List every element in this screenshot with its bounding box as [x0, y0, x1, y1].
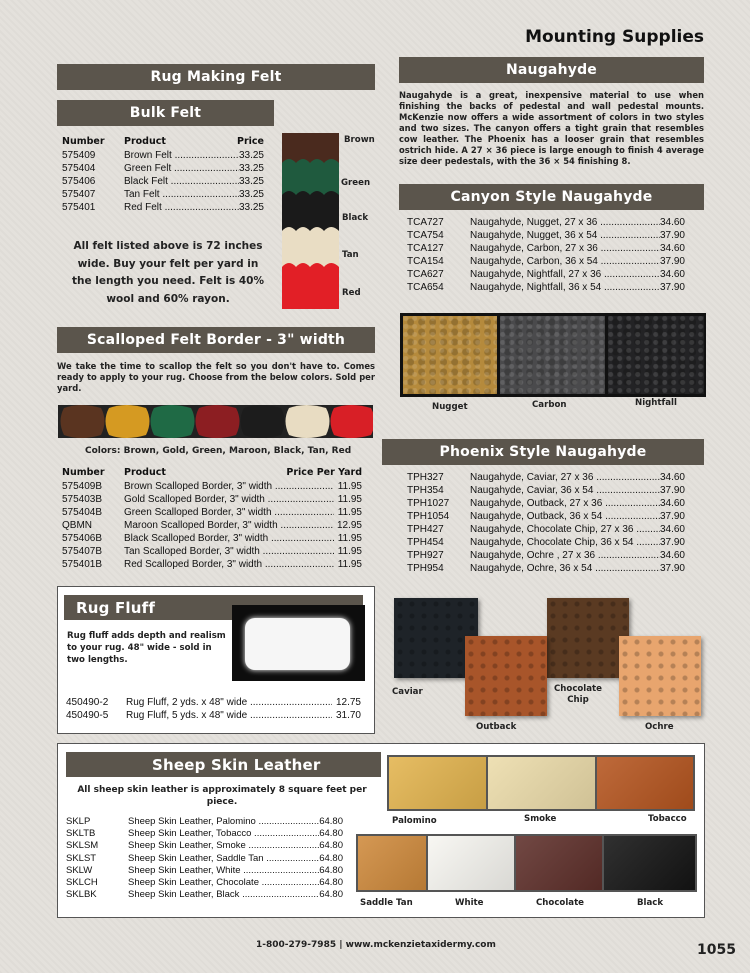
phoenix-table: [407, 471, 685, 575]
footer-phone: 1-800-279-7985: [256, 940, 337, 950]
swatch-palomino: [389, 757, 486, 809]
label-black: Black: [637, 898, 664, 908]
table-row: SKLW Sheep Skin Leather, White ..... 64.80: [66, 865, 343, 877]
table-row: TCA754 Naugahyde, Nugget, 36 x 54 ..... 37.90: [407, 229, 685, 242]
label-smoke: Smoke: [524, 814, 557, 824]
table-row: TPH1027 Naugahyde, Outback, 27 x 36 ..... 34.60: [407, 497, 685, 510]
swatch-tobacco: [597, 757, 693, 809]
swatch-chocolate: [516, 836, 602, 890]
bulk-felt-header: Bulk Felt: [57, 100, 274, 126]
scallop-segment: [241, 405, 285, 438]
swatch-smoke: [488, 757, 595, 809]
label-tobacco: Tobacco: [648, 814, 687, 824]
table-row: TPH354 Naugahyde, Caviar, 36 x 54 ..... 37.90: [407, 484, 685, 497]
felt-note: All felt listed above is 72 inches wide. Buy your felt per yard in the length you need. Felt is 40% wool and 60% rayon.: [72, 240, 264, 305]
table-row: QBMN Maroon Scalloped Border, 3" width ..... 12.95: [62, 519, 362, 532]
col-product: Product: [124, 136, 166, 147]
table-row: 575409B Brown Scalloped Border, 3" width ..... 11.95: [62, 480, 362, 493]
felt-label-brown: Brown: [344, 135, 375, 145]
phoenix-header: Phoenix Style Naugahyde: [382, 439, 704, 465]
footer-separator: |: [339, 940, 343, 950]
scalloped-strip: [58, 405, 373, 438]
scallop-segment: [151, 405, 195, 438]
label-chocolate-chip: Chocolate Chip: [553, 684, 602, 705]
rug-fluff-desc: Rug fluff adds depth and realism to your rug. 48" wide - sold in two lengths.: [67, 631, 226, 665]
table-row: 575407 Tan Felt ..... 33.25: [62, 188, 264, 201]
felt-label-black: Black: [342, 213, 369, 223]
table-row: 575404 Green Felt ..... 33.25: [62, 162, 264, 175]
table-row: 575403B Gold Scalloped Border, 3" width ..... 11.95: [62, 493, 362, 506]
table-row: SKLSM Sheep Skin Leather, Smoke ..... 64.80: [66, 840, 343, 852]
label-saddle-tan: Saddle Tan: [360, 898, 413, 908]
swatch-white: [428, 836, 514, 890]
table-row: TCA654 Naugahyde, Nightfall, 36 x 54 ..... 37.90: [407, 281, 685, 294]
scalloped-table: [62, 466, 362, 571]
felt-swatch-red: [282, 263, 339, 309]
canyon-header: Canyon Style Naugahyde: [399, 184, 704, 210]
page-title: Mounting Supplies: [525, 27, 704, 47]
table-row: TCA127 Naugahyde, Carbon, 27 x 36 ..... 34.60: [407, 242, 685, 255]
footer-website[interactable]: www.mckenzietaxidermy.com: [345, 940, 496, 950]
rug-felt-header: Rug Making Felt: [57, 64, 375, 90]
table-row: SKLBK Sheep Skin Leather, Black ..... 64.80: [66, 889, 343, 901]
table-row: 575404B Green Scalloped Border, 3" width ..... 11.95: [62, 506, 362, 519]
scallop-segment: [196, 405, 240, 438]
canyon-table: [407, 216, 685, 294]
felt-swatch-art: [282, 133, 339, 309]
table-row: TPH954 Naugahyde, Ochre, 36 x 54 ..... 37.90: [407, 562, 685, 575]
table-row: TPH1054 Naugahyde, Outback, 36 x 54 ..... 37.90: [407, 510, 685, 523]
swatch-saddle-tan: [358, 836, 426, 890]
scalloped-strip-art: [58, 405, 373, 438]
felt-label-tan: Tan: [342, 250, 359, 260]
label-palomino: Palomino: [392, 816, 437, 826]
felt-swatch-stack: [282, 133, 339, 309]
page-number: 1055: [697, 942, 736, 958]
col-number: Number: [62, 136, 105, 147]
table-row: SKLST Sheep Skin Leather, Saddle Tan ..... 64.80: [66, 853, 343, 865]
swatch-ochre: [619, 636, 701, 716]
swatch-nugget: [403, 316, 497, 394]
table-row: TCA627 Naugahyde, Nightfall, 27 x 36 ..... 34.60: [407, 268, 685, 281]
label-nugget: Nugget: [432, 402, 468, 412]
table-row: TPH927 Naugahyde, Ochre , 27 x 36 ..... 34.60: [407, 549, 685, 562]
rug-fluff-photo: [232, 605, 365, 681]
swatch-nightfall: [608, 316, 704, 394]
table-row: 575406 Black Felt ..... 33.25: [62, 175, 264, 188]
label-chocolate: Chocolate: [536, 898, 585, 908]
col-number: Number: [62, 467, 105, 478]
table-row: 575409 Brown Felt ..... 33.25: [62, 149, 264, 162]
table-row: 575401B Red Scalloped Border, 3" width ..... 11.95: [62, 558, 362, 571]
scalloped-colors-caption: Colors: Brown, Gold, Green, Maroon, Black, Tan, Red: [85, 446, 352, 456]
label-ochre: Ochre: [645, 722, 674, 732]
sheepskin-header: Sheep Skin Leather: [66, 752, 381, 777]
table-row: 450490-2 Rug Fluff, 2 yds. x 48" wide ..... 12.75: [66, 696, 361, 709]
sheepskin-table: [66, 816, 343, 901]
label-white: White: [455, 898, 484, 908]
label-nightfall: Nightfall: [635, 398, 677, 408]
footer-contact: [256, 940, 496, 950]
table-row: 575406B Black Scalloped Border, 3" width ..... 11.95: [62, 532, 362, 545]
table-row: TCA154 Naugahyde, Carbon, 36 x 54 ..... 37.90: [407, 255, 685, 268]
table-row: TPH327 Naugahyde, Caviar, 27 x 36 ..... 34.60: [407, 471, 685, 484]
scallop-segment: [106, 405, 150, 438]
naugahyde-header: Naugahyde: [399, 57, 704, 83]
scalloped-header: Scalloped Felt Border - 3" width: [57, 327, 375, 353]
swatch-carbon: [500, 316, 605, 394]
label-caviar: Caviar: [392, 687, 423, 697]
table-row: SKLTB Sheep Skin Leather, Tobacco ..... 64.80: [66, 828, 343, 840]
bulk-felt-table: [62, 135, 264, 214]
table-row: TPH427 Naugahyde, Chocolate Chip, 27 x 36 ..... 34.60: [407, 523, 685, 536]
rug-fluff-sample: [245, 618, 350, 670]
swatch-outback: [465, 636, 547, 716]
col-product: Product: [124, 467, 166, 478]
table-row: 575401 Red Felt ..... 33.25: [62, 201, 264, 214]
rug-fluff-header: Rug Fluff: [64, 595, 363, 620]
table-row: 575407B Tan Scalloped Border, 3" width ..... 11.95: [62, 545, 362, 558]
felt-label-red: Red: [342, 288, 361, 298]
scallop-segment: [331, 405, 374, 438]
table-row: TPH454 Naugahyde, Chocolate Chip, 36 x 54 ..... 37.90: [407, 536, 685, 549]
table-row: SKLP Sheep Skin Leather, Palomino ..... 64.80: [66, 816, 343, 828]
table-row: TCA727 Naugahyde, Nugget, 27 x 36 ..... 34.60: [407, 216, 685, 229]
felt-label-green: Green: [341, 178, 371, 188]
naugahyde-desc: Naugahyde is a great, inexpensive material to use when finishing the backs of pedestal and wall pedestal mounts. McKenzie now offers a wide assortment of colors in two styles and two sizes. The canyon offers a tight grain that resembles cow leather. The Phoenix has a looser grain that resembles ostrich hide. A 27 × 36 piece is large enough to finish 4 average size deer pedestals, with the 36 × 54 finishing 8.: [399, 90, 704, 166]
scalloped-desc: We take the time to scallop the felt so you don't have to. Comes ready to apply to your rug. Choose from the below colors. Sold per yard.: [57, 361, 375, 393]
scallop-segment: [61, 405, 105, 438]
swatch-black: [604, 836, 695, 890]
col-price: Price: [237, 136, 264, 147]
col-price: Price Per Yard: [286, 467, 362, 478]
table-row: 450490-5 Rug Fluff, 5 yds. x 48" wide ..... 31.70: [66, 709, 361, 722]
scallop-segment: [286, 405, 330, 438]
label-carbon: Carbon: [532, 400, 567, 410]
sheepskin-note: All sheep skin leather is approximately 8 square feet per piece.: [77, 785, 367, 807]
rug-fluff-table: [66, 696, 361, 722]
label-outback: Outback: [476, 722, 517, 732]
swatch-chocolate-chip: [547, 598, 629, 678]
table-row: SKLCH Sheep Skin Leather, Chocolate ..... 64.80: [66, 877, 343, 889]
